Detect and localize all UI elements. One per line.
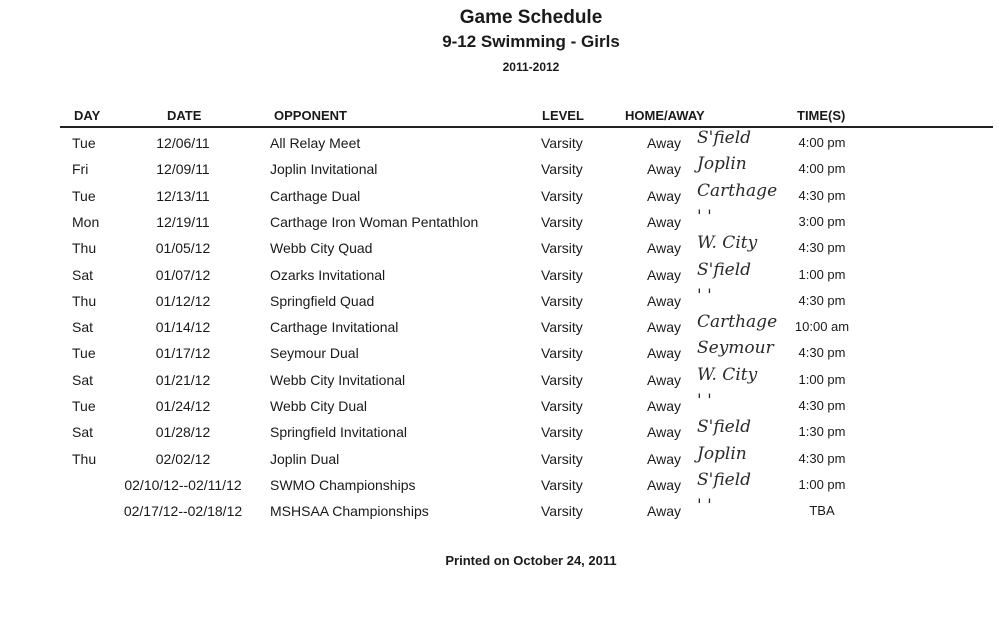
row-time: 4:30 pm (798, 345, 846, 361)
row-date: 02/17/12--02/18/12 (123, 503, 243, 520)
row-level: Varsity (541, 503, 583, 520)
row-home-away: Away (647, 187, 681, 204)
row-opponent: Joplin Invitational (270, 161, 378, 178)
row-day: Sat (72, 371, 94, 388)
row-day: Sat (72, 424, 94, 441)
row-handwritten-note: W. City (697, 364, 758, 385)
row-day: Tue (72, 398, 96, 414)
row-day: Tue (72, 345, 96, 362)
row-opponent: Seymour Dual (270, 345, 359, 362)
row-level: Varsity (541, 319, 583, 336)
row-level: Varsity (541, 187, 583, 204)
row-handwritten-note: ' ' (697, 496, 712, 517)
row-date: 12/06/11 (156, 135, 210, 151)
row-date: 12/13/11 (156, 187, 210, 204)
row-date: 01/07/12 (155, 266, 211, 283)
row-opponent: Carthage Dual (270, 187, 361, 204)
column-header-level: LEVEL (542, 108, 584, 123)
row-day: Sat (72, 319, 94, 336)
row-handwritten-note: S'field (697, 469, 752, 490)
column-header-times: TIME(S) (797, 108, 846, 123)
row-level: Varsity (541, 240, 583, 257)
row-handwritten-note: ' ' (697, 206, 712, 227)
row-handwritten-note: S'field (697, 259, 752, 280)
table-row (0, 235, 1000, 261)
row-home-away: Away (647, 345, 681, 362)
table-row (0, 259, 1000, 288)
row-time: 4:00 pm (798, 135, 846, 150)
row-level: Varsity (541, 266, 583, 283)
row-handwritten-note: Carthage (697, 180, 778, 201)
row-home-away: Away (647, 135, 681, 151)
row-date: 01/24/12 (155, 398, 211, 414)
row-home-away: Away (647, 398, 681, 414)
row-time: 4:30 pm (798, 398, 846, 413)
row-handwritten-note: ' ' (697, 391, 712, 411)
row-home-away: Away (647, 319, 681, 336)
row-home-away: Away (647, 450, 681, 467)
row-day: Fri (72, 161, 89, 178)
row-level: Varsity (541, 398, 583, 414)
row-level: Varsity (541, 292, 583, 309)
row-home-away: Away (647, 266, 681, 283)
row-day: Thu (72, 240, 97, 257)
row-home-away: Away (647, 240, 681, 257)
row-time: 1:00 pm (798, 266, 846, 282)
row-time: 1:30 pm (798, 424, 846, 440)
table-row (0, 206, 1000, 235)
table-row (0, 285, 1000, 314)
row-opponent: SWMO Championships (270, 476, 416, 493)
table-row (0, 180, 1000, 209)
row-home-away: Away (647, 476, 681, 493)
row-home-away: Away (647, 371, 681, 388)
row-level: Varsity (541, 371, 583, 388)
row-time: 1:00 pm (798, 371, 846, 387)
table-row (0, 364, 1000, 393)
row-handwritten-note: Seymour (697, 338, 774, 359)
row-handwritten-note: S'field (697, 417, 752, 438)
table-row (0, 469, 1000, 498)
table-row (0, 156, 1000, 182)
row-home-away: Away (647, 213, 681, 230)
row-time: TBA (809, 503, 835, 519)
row-handwritten-note: ' ' (697, 285, 712, 306)
row-date: 02/10/12--02/11/12 (124, 476, 242, 493)
row-time: 3:00 pm (798, 213, 846, 229)
row-day: Thu (72, 450, 97, 467)
row-time: 4:30 pm (798, 450, 846, 466)
row-level: Varsity (541, 135, 583, 151)
row-home-away: Away (647, 292, 681, 309)
printed-date: Printed on October 24, 2011 (445, 553, 617, 568)
row-handwritten-note: Carthage (697, 312, 778, 333)
row-day: Tue (72, 135, 96, 151)
row-level: Varsity (541, 345, 583, 362)
row-day: Tue (72, 187, 96, 204)
row-date: 01/14/12 (155, 319, 211, 336)
row-opponent: Springfield Quad (270, 292, 375, 309)
row-date: 01/12/12 (155, 292, 211, 309)
row-time: 4:30 pm (798, 292, 846, 308)
column-header-day: DAY (74, 108, 101, 123)
table-row (0, 443, 1000, 472)
row-level: Varsity (541, 476, 583, 493)
column-header-home-away: HOME/AWAY (625, 108, 705, 123)
table-row (0, 340, 1000, 366)
table-row (0, 130, 1000, 156)
row-home-away: Away (647, 503, 681, 520)
row-opponent: All Relay Meet (270, 135, 361, 151)
row-opponent: Webb City Dual (270, 398, 368, 414)
table-row (0, 393, 1000, 419)
row-opponent: Webb City Invitational (270, 371, 406, 388)
row-date: 01/05/12 (155, 240, 211, 257)
row-time: 1:00 pm (798, 476, 846, 492)
table-row (0, 498, 1000, 524)
row-home-away: Away (647, 161, 681, 178)
header-divider (60, 126, 993, 128)
column-header-opponent: OPPONENT (274, 108, 347, 123)
row-level: Varsity (541, 450, 583, 467)
row-handwritten-note: Joplin (697, 154, 747, 175)
row-home-away: Away (647, 424, 681, 441)
row-time: 4:30 pm (798, 240, 846, 256)
row-day: Mon (72, 213, 100, 230)
row-day: Sat (72, 266, 94, 283)
row-opponent: Springfield Invitational (270, 424, 407, 441)
row-date: 01/28/12 (155, 424, 211, 441)
row-time: 4:30 pm (798, 187, 846, 203)
row-handwritten-note: W. City (697, 233, 758, 254)
row-handwritten-note: S'field (697, 128, 752, 148)
column-header-date: DATE (167, 108, 202, 123)
row-date: 01/21/12 (155, 371, 211, 388)
row-date: 01/17/12 (155, 345, 211, 362)
row-date: 12/09/11 (156, 161, 210, 178)
row-level: Varsity (541, 213, 583, 230)
row-handwritten-note: Joplin (697, 443, 747, 464)
row-opponent: Carthage Iron Woman Pentathlon (270, 213, 479, 230)
row-opponent: Webb City Quad (270, 240, 373, 257)
row-time: 10:00 am (794, 319, 850, 335)
row-opponent: Joplin Dual (270, 450, 340, 467)
row-level: Varsity (541, 161, 583, 178)
table-row (0, 314, 1000, 340)
season-label: 2011-2012 (502, 60, 560, 74)
table-row (0, 419, 1000, 445)
row-time: 4:00 pm (798, 161, 846, 177)
row-opponent: Ozarks Invitational (270, 266, 386, 283)
page-title: Game Schedule (459, 7, 603, 28)
row-opponent: MSHSAA Championships (270, 503, 429, 520)
row-day: Thu (72, 292, 97, 309)
page-subtitle: 9-12 Swimming - Girls (442, 32, 620, 51)
row-date: 02/02/12 (155, 450, 211, 467)
row-date: 12/19/11 (156, 213, 210, 230)
row-opponent: Carthage Invitational (270, 319, 399, 336)
row-level: Varsity (541, 424, 583, 441)
